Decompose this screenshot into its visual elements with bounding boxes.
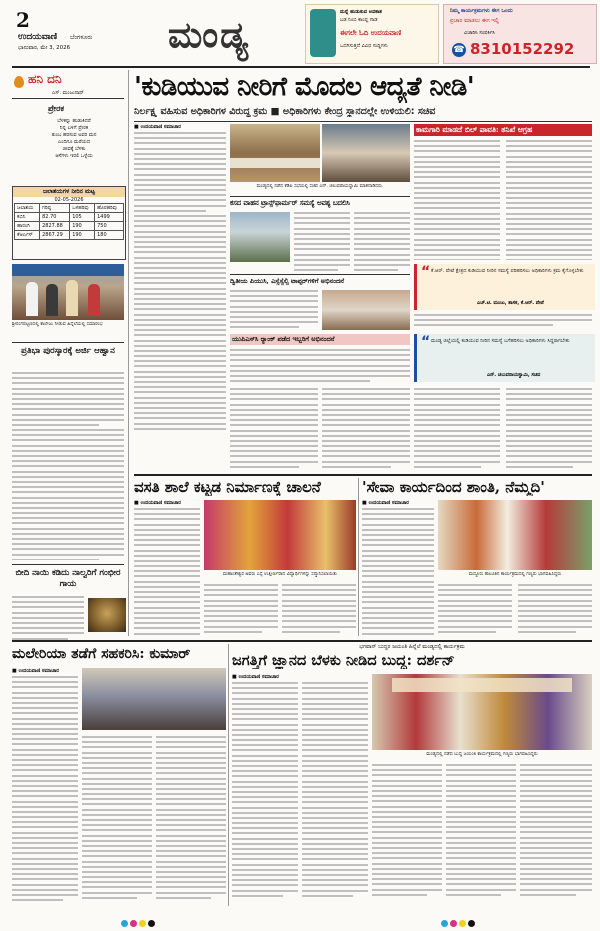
table-cell: 190	[70, 222, 95, 231]
rule	[134, 121, 592, 122]
main-photo-1	[230, 124, 320, 182]
kabini-body-2	[506, 140, 592, 260]
table-header: ಗರಿಷ್ಠ	[40, 204, 70, 213]
service-caption: ಮದ್ದೂರು ತಾಲೂಕಿನ ಕಾರ್ಯಕ್ರಮದಲ್ಲಿ ಗಣ್ಯರು ಭಾಗವಹಿಸಿದ್ದರು	[468, 572, 562, 577]
city-name: ಬೆಂಗಳೂರು	[70, 34, 93, 41]
right-body-mid	[414, 314, 592, 332]
poem-line: ನಿನ್ನ ಬಳಿಗೆ ಪ್ರೇರಕ	[59, 125, 89, 131]
service-headline: 'ಸೇವಾ ಕಾರ್ಯದಿಂದ ಶಾಂತಿ, ನೆಮ್ಮದಿ'	[362, 478, 545, 496]
registration-dot	[139, 920, 146, 927]
table-cell: 1499	[95, 213, 124, 222]
hostel-body-2	[204, 584, 278, 636]
buddha-photo	[372, 674, 592, 750]
table-header-row	[15, 204, 124, 213]
hostel-body-1	[134, 508, 200, 636]
banner-graphic	[392, 678, 572, 692]
person-figure	[88, 284, 100, 316]
tower-photo	[230, 212, 290, 262]
buddha-kicker: ಭಗವಾನ್ ಬುದ್ಧರ ಜಯಂತಿ ಹಿನ್ನೆಲೆ ಮಂಡ್ಯದಲ್ಲಿ ಕಾರ್ಯಕ್ರಮ	[359, 644, 465, 650]
malaria-body-1	[12, 676, 78, 904]
table-cell: 82.70	[40, 213, 70, 222]
poem-line: ಜೀವಕ್ಕೆ ಬೆಳಕು	[62, 146, 86, 152]
top-ad-headline: ಈಗಲೇ ಓದಿ ಉದಯವಾಣಿ	[340, 29, 402, 37]
left-photo-caption: ಶ್ರೀರಂಗಪಟ್ಟಣದಲ್ಲಿ ಕಾಲೇಜು ನೀಡುವ ಹಿನ್ನೆಲೆಯಲ್ಲಿ ಸಮಾರಂಭ	[12, 322, 103, 327]
top-ad2-line2: ಪ್ರಚಾರ ಮಾಡಲು ಈಗ ಇಲ್ಲಿ	[450, 18, 500, 24]
quote-2-text: ಮಂಡ್ಯ ಜಿಲ್ಲೆಯಲ್ಲಿ ಕುಡಿಯುವ ನೀರಿನ ಸಮಸ್ಯೆ ಬಗೆಹರಿಸಲು ಅಧಿಕಾರಿಗಳು ಸಿದ್ಧರಾಗಬೇಕು	[431, 338, 570, 344]
poem-line: ಬೆಳಕನ್ನು ಹುಡುಕಿದರೆ	[57, 118, 91, 124]
table-header: ಜಲಾಶಯ	[15, 204, 40, 213]
person-figure	[46, 284, 58, 316]
poem-line: ತುಂಬ ಹರಸುವ ಅವರ ಮನ	[51, 132, 97, 138]
buddha-byline: ■ ಉದಯವಾಣಿ ಸಮಾಚಾರ	[232, 674, 279, 680]
registration-dot	[450, 920, 457, 927]
top-ad-line2: ಬಡ ನಿಂಬಿ ಕಾಂಪ್ಲ ಗಾಡ	[340, 17, 378, 23]
main-lower-body-4	[506, 388, 592, 470]
table-header: ಹೊರಹರಿವು	[95, 204, 124, 213]
registration-dot	[121, 920, 128, 927]
award-headline: ಪ್ರತಿಭಾ ಪುರಸ್ಕಾರಕ್ಕೆ ಅರ್ಜಿ ಆಹ್ವಾನ	[21, 346, 115, 356]
table-cell: 2827.88	[40, 222, 70, 231]
puc-body-1	[230, 290, 318, 330]
brand-sub: ಎಸ್. ಮಂಜುನಾಥ್	[52, 90, 84, 96]
quote-box-1	[414, 264, 595, 310]
registration-dot	[459, 920, 466, 927]
quote-box-2	[414, 334, 595, 382]
left-photo	[12, 264, 124, 320]
date-line: ಭಾನುವಾರ, ಮೇ 3, 2026	[18, 45, 71, 51]
kabini-body-3	[414, 232, 500, 260]
service-body-1	[362, 508, 434, 636]
tower-headline: ಕಸದ ವಾಹನ ಟ್ರಾನ್ಸ್‌ಫಾರ್ಮರ್ ಸಮಸ್ಯೆ ಅವಶ್ಯ ಬದಲಿಸಿ	[230, 199, 350, 207]
main-lower-body-3	[414, 388, 500, 470]
masthead-rule	[12, 66, 590, 68]
main-lower-body-2	[322, 388, 410, 470]
tower-body-2	[354, 212, 410, 272]
table-cell: ಹಾರಂಗಿ	[15, 222, 40, 231]
poem-body	[24, 118, 124, 160]
column-divider	[358, 478, 359, 636]
reservoir-date: 02-05-2026	[54, 197, 84, 203]
table-cell: ಕಬಿನಿ	[15, 213, 40, 222]
rule	[12, 564, 124, 565]
registration-marks	[120, 912, 156, 931]
person-figure	[26, 282, 38, 316]
quote-2-author: ಎನ್. ಚಲುವರಾಯಸ್ವಾಮಿ, ಸಚಿವ	[487, 373, 541, 378]
dog-photo	[88, 598, 126, 632]
section-rule	[12, 640, 592, 642]
top-ad-contact[interactable]	[443, 4, 597, 64]
main-byline: ■ ಉದಯವಾಣಿ ಸಮಾಚಾರ	[134, 124, 181, 130]
table-header: ಒಳಹರಿವು	[70, 204, 95, 213]
main-body-col1	[134, 132, 226, 432]
buddha-body-3	[372, 764, 442, 904]
top-ad2-line1: ನಿಮ್ಮ ಕಾರ್ಯಕ್ರಮಗಳು ಈಗ ಒಂದು	[450, 8, 513, 14]
top-ad-uv[interactable]	[305, 4, 439, 64]
top-ad-line1: ಮನ್ನೆ ಹುಡುಕುವ ಅವಕಾಶ	[340, 9, 383, 15]
brand-rule	[12, 98, 124, 99]
top-ad2-phone[interactable]: 8310152292	[470, 40, 575, 58]
hostel-photo	[204, 500, 356, 570]
buddha-body-4	[446, 764, 516, 904]
malaria-byline: ■ ಉದಯವಾಣಿ ಸಮಾಚಾರ	[12, 668, 59, 674]
banner-graphic	[12, 264, 124, 276]
brand-name: ಹನಿ ದನಿ	[28, 72, 62, 86]
main-photo-caption: ಮಂಡ್ಯದಲ್ಲಿ ನಡೆದ ಕೆಡಿಪಿ ಸಭೆಯಲ್ಲಿ ಸಚಿವ ಎನ್. ಚಲುವರಾಯಸ್ವಾಮಿ ಮಾತನಾಡಿದರು.	[256, 184, 384, 189]
table-row	[15, 231, 124, 240]
table-cell: 2867.29	[40, 231, 70, 240]
service-body-2	[438, 584, 512, 636]
quote-mark-icon: “	[421, 334, 431, 350]
rule	[12, 342, 124, 343]
reservoir-box	[12, 186, 126, 260]
upsc-headline: ಯುಪಿಎಸ್‌ಸಿ ರ್‍ಯಾಂಕ್ ಪಡೆದ ಇಬ್ಬರಿಗೆ ಅಭಿನಂದನೆ	[232, 335, 335, 343]
column-divider	[128, 70, 129, 636]
buddha-headline: ಜಗತ್ತಿಗೆ ಜ್ಞಾನದ ಬೆಳಕು ನೀಡಿದ ಬುದ್ಧ: ದರ್ಶನ್	[232, 652, 455, 669]
column-divider	[228, 644, 229, 906]
hostel-byline: ■ ಉದಯವಾಣಿ ಸಮಾಚಾರ	[134, 500, 181, 506]
buddha-caption: ಮಂಡ್ಯದಲ್ಲಿ ನಡೆದ ಬುದ್ಧ ಜಯಂತಿ ಕಾರ್ಯಕ್ರಮದಲ್ಲಿ ಗಣ್ಯರು ಭಾಗವಹಿಸಿದ್ದರು	[426, 752, 538, 757]
table-row	[15, 213, 124, 222]
registration-dot	[130, 920, 137, 927]
top-ad2-line3: ವಿಚಾರಿಸಿ ಸಂಪರ್ಕಿಸಿ	[464, 30, 495, 36]
buddha-body-5	[520, 764, 592, 904]
buddha-body-2	[302, 682, 368, 904]
malaria-headline: ಮಲೇರಿಯಾ ತಡೆಗೆ ಸಹಕರಿಸಿ: ಕುಮಾರ್	[12, 646, 191, 662]
tower-body-1	[294, 212, 350, 272]
buddha-body-1	[232, 682, 298, 904]
masthead	[0, 0, 600, 66]
left-column	[12, 70, 124, 636]
phone-icon: ☎	[453, 45, 465, 55]
section-rule	[134, 474, 592, 476]
reservoir-table	[14, 203, 124, 240]
hostel-headline: ವಸತಿ ಶಾಲೆ ಕಟ್ಟಡ ನಿರ್ಮಾಣಕ್ಕೆ ಚಾಲನೆ	[134, 478, 321, 496]
table-cell: 105	[70, 213, 95, 222]
registration-dot	[441, 920, 448, 927]
malaria-photo	[82, 668, 226, 730]
main-subhead: ನಿರ್ಲಕ್ಷ್ಯ ವಹಿಸುವ ಅಧಿಕಾರಿಗಳ ವಿರುದ್ಧ ಕ್ರಮ ■ ಅಧಿಕಾರಿಗಳು ಕೇಂದ್ರ ಸ್ಥಾನದಲ್ಲೇ ಉಳಿಯಲಿ: ಸಚಿವ	[134, 106, 436, 117]
malaria-body-2	[82, 736, 152, 904]
upsc-body	[230, 349, 410, 383]
puc-headline: ದ್ವಿತೀಯ ಪಿಯುಸಿ, ಎಸ್ಸೆಸ್ಸೆಲ್ಸಿ ಟಾಪ್ಪರ್‌ಗಳಿಗೆ ಅಭಿನಂದನೆ	[230, 277, 345, 285]
hostel-caption: ಮಹಾಂತೇಶ್ವರ ಅವರು ಎಸ್ಸೆ ಉತ್ತೀರ್ಣರಾದ ವಿದ್ಯಾರ್ಥಿಗಳನ್ನು ಸನ್ಮಾನಿಸಲಾಯಿತು	[223, 572, 337, 577]
table-cell: ಕೆಆರ್ಎಸ್	[15, 231, 40, 240]
hostel-body-3	[282, 584, 356, 636]
table-row	[15, 222, 124, 231]
poem-title: ಪ್ರೇರಕ	[48, 104, 64, 113]
top-ad-line3: ಒದಗಿಸುತ್ತದೆ ವಿವಿಧ ಸುದ್ದಿಗಳು	[340, 43, 388, 49]
poem-line: ಆಸೆಗಳು ಇರಲಿ ಒಳ್ಳೆಯ	[55, 153, 93, 159]
kabini-headline: ಕಾಮಗಾರಿ ಮಾಡದೆ ಬಿಲ್ ಪಾವತಿ: ತನಿಖೆ ಆಗ್ರಹ	[416, 125, 533, 134]
main-photo-2	[322, 124, 410, 182]
rule	[230, 196, 410, 197]
registration-marks	[440, 912, 476, 931]
puc-photo	[322, 290, 410, 330]
quote-1-text: ಕೆ.ಆರ್. ಪೇಟೆ ಕ್ಷೇತ್ರದ ಕುಡಿಯುವ ನೀರಿನ ಸಮಸ್ಯೆ ಪರಿಹರಿಸಲು ಅಧಿಕಾರಿಗಳು ಕ್ರಮ ಕೈಗೊಳ್ಳಬೇಕು	[431, 268, 584, 274]
dog-headline: ಬೀದಿ ನಾಯಿ ಕಡಿದು ನಾಲ್ವರಿಗೆ ಗಂಭೀರ ಗಾಯ	[15, 568, 121, 589]
registration-dot	[468, 920, 475, 927]
table-cell: 180	[95, 231, 124, 240]
phone-graphic	[310, 9, 336, 57]
dog-body	[12, 596, 84, 640]
service-body-3	[518, 584, 592, 636]
rule	[230, 274, 410, 275]
paper-name: ಉದಯವಾಣಿ	[18, 32, 58, 42]
service-photo	[438, 500, 592, 570]
poem-line: ಎಂದಿಗೂ ಮರೆಯದ	[57, 139, 91, 145]
main-lower-body-1	[230, 388, 318, 470]
quote-mark-icon: “	[421, 264, 431, 280]
malaria-body-3	[156, 736, 226, 904]
registration-dot	[148, 920, 155, 927]
page-number: 2	[16, 8, 30, 32]
table-graphic	[230, 158, 320, 168]
main-headline: 'ಕುಡಿಯುವ ನೀರಿಗೆ ಮೊದಲ ಆದ್ಯತೆ ನೀಡಿ'	[134, 72, 475, 102]
person-figure	[66, 280, 78, 316]
award-body	[12, 372, 124, 560]
table-cell: 750	[95, 222, 124, 231]
honey-icon	[14, 76, 24, 88]
reservoir-title: ಜಲಾಶಯಗಳ ನೀರಿನ ಮಟ್ಟ	[13, 187, 125, 197]
table-cell: 190	[70, 231, 95, 240]
service-byline: ■ ಉದಯವಾಣಿ ಸಮಾಚಾರ	[362, 500, 409, 506]
section-title: ಮಂಡ್ಯ	[168, 14, 251, 56]
quote-1-author: ಎಚ್.ಟಿ. ಮಂಜು, ಶಾಸಕ, ಕೆ.ಆರ್. ಪೇಟೆ	[477, 301, 544, 306]
